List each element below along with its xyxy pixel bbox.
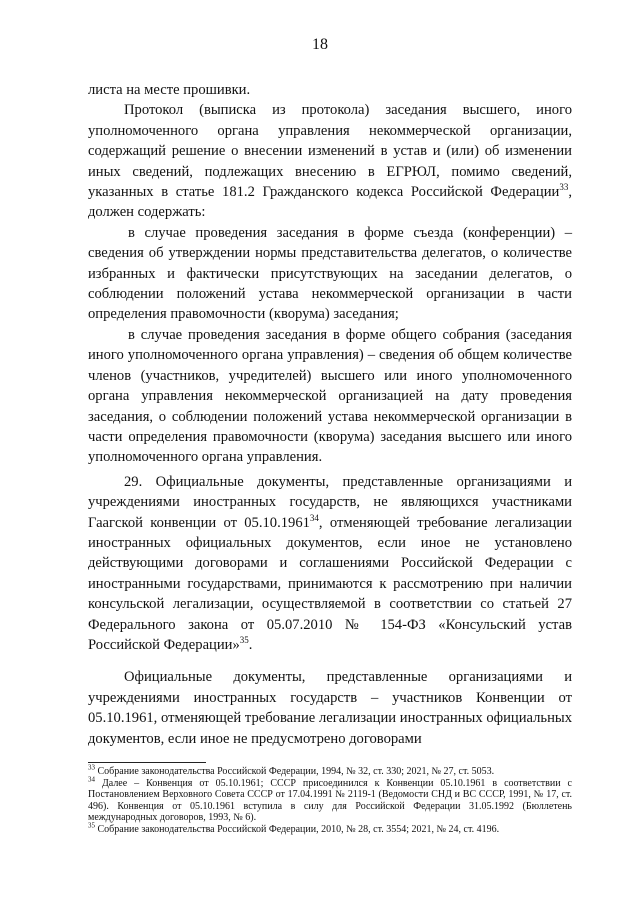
footnote-divider [88,762,206,763]
paragraph-text: Протокол (выписка из протокола) заседания высшего, иного уполномоченного органа управления некоммерческой организации, содержащий решение о внесении изменений в устав и (или) об изменении иных сведений, подлежащих внесению в ЕГРЮЛ, помимо сведений, указанных в статье 181.2 Гражданского кодекса Российской Федерации [88,102,572,201]
footnote-35 [88,821,572,836]
body-text [88,80,572,749]
footnote-ref: 35 [239,635,249,646]
paragraph-text: Официальные документы, представленные организациями и учреждениями иностранных государств – участников Конвенции от 05.10.1961, отменяющей требование легализации иностранных официальных документов, если иное не предусмотрено договорами [88,669,572,747]
footnote-mark: 34 [88,775,95,784]
paragraph-item-29 [88,472,572,656]
footnote-33 [88,763,572,778]
paragraph-general-meeting [88,325,572,468]
page-number: 18 [312,36,328,53]
paragraph-congress [88,223,572,325]
paragraph-text: 29. Официальные документы, представленные организациями и учреждениями иностранных государств, не являющихся участниками Гаагской конвенции от 05.10.1961 [88,473,572,531]
paragraph-text: в случае проведения заседания в форме общего собрания (заседания иного уполномоченного органа управления) – сведения об общем количестве членов (участников, учредителей) высшего или иного уполномоченного органа управления некоммерческой организацией на дату проведения заседания, о соблюдении положений устава некоммерческой организации в части определения правомочности (кворума) заседания высшего или иного уполномоченного органа управления. [88,326,572,466]
paragraph-text-end: . [248,636,253,653]
paragraph-continuation [88,80,572,100]
footnote-text: Собрание законодательства Российской Федерации, 1994, № 32, ст. 330; 2021, № 27, ст. 5053. [95,766,495,777]
paragraph-text: листа на месте прошивки. [88,82,251,98]
paragraph-official-documents [88,667,572,749]
footnote-text: Далее – Конвенция от 05.10.1961; СССР присоединился к Конвенции 05.10.1961 в соответствии с Постановлением Верховного Совета СССР от 17.04.1991 № 2119-1 (Ведомости СНД и ВС СССР, 1991, № 17, ст. 496). Конвенция от 05.10.1961 вступила в силу для Российской Федерации 31.05.1992 (Бюллетень международных договоров, 1993, № 6). [88,777,572,824]
footnote-text: Собрание законодательства Российской Федерации, 2010, № 28, ст. 3554; 2021, № 24, ст. 4196. [95,823,500,835]
footnote-ref: 34 [309,512,319,523]
paragraph-text-tail: , отменяющей требование легализации иностранных официальных документов, если иное не установлено действующими договорами и соглашениями Российской Федерации с иностранными государствами, принимаются к рассмотрению при наличии консульской легализации, осуществляемой в соответствии со статьей 27 Федерального закона от 05.07.2010 № 154-ФЗ «Консульский устав Российской Федерации» [88,514,572,653]
footnote-mark: 33 [88,763,95,772]
footnotes [88,763,572,836]
paragraph-protocol [88,100,572,222]
footnote-mark: 35 [88,821,95,830]
footnote-ref: 33 [559,182,569,193]
footnote-34 [88,775,572,824]
paragraph-text-tail: , должен содержать: [88,184,572,221]
paragraph-text: в случае проведения заседания в форме съезда (конференции) – сведения об утверждении нормы представительства делегатов, о количестве избранных и фактически присутствующих на заседании делегатов, о соблюдении положений устава некоммерческой организации в части определения правомочности (кворума) заседания; [88,224,572,323]
